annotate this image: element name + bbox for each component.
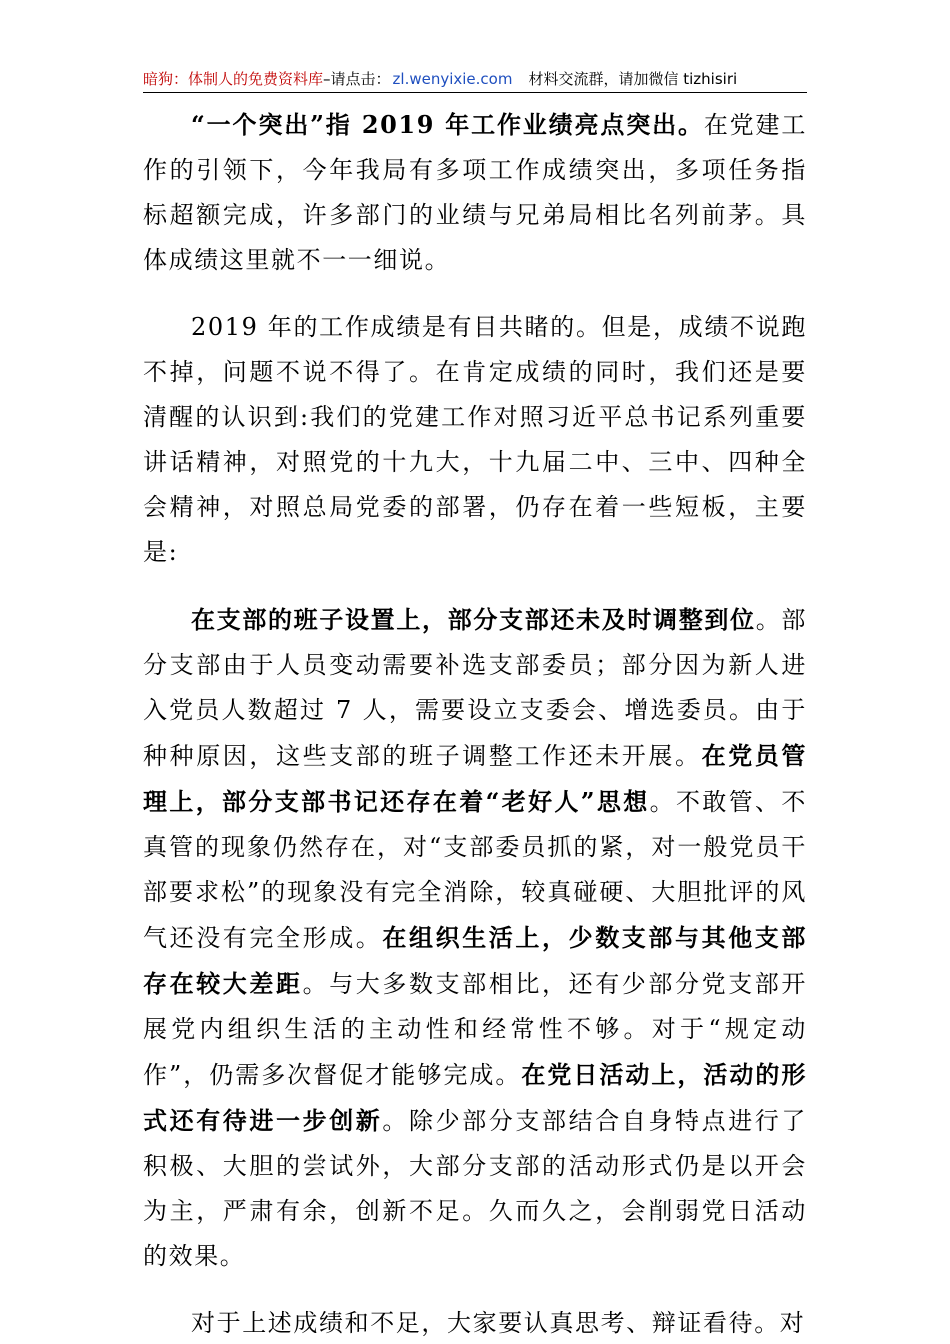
- paragraph-shortcomings-intro: 2019 年的工作成绩是有目共睹的。但是，成绩不说跑不掉，问题不说不得了。在肯定成绩的同时，我们还是要清醒的认识到:我们的党建工作对照习近平总书记系列重要讲话精神，对照党的十九大，十九届二中、三中、四种全会精神，对照总局党委的部署，仍存在着一些短板，主要是:: [143, 313, 807, 566]
- shortcoming-3-title: 在组织生活上，少数支部与其他支部存在较大差距: [143, 923, 807, 998]
- shortcoming-3-text: 。与大多数支部相比，还有少部分党支部开展党内组织生活的主动性和经常性不够。对于“规定动作”，仍需多次督促才能够完成。: [143, 970, 807, 1089]
- header-brand: 暗狗：体制人的免费资料库: [143, 70, 324, 88]
- shortcoming-1-title: 在支部的班子设置上，部分支部还未及时调整到位: [191, 605, 756, 634]
- document-body: [143, 102, 807, 1344]
- paragraph-shortcomings-list: [143, 597, 807, 1279]
- shortcoming-2-text: 。不敢管、不真管的现象仍然存在，对“支部委员抓的紧，对一般党员干部要求松”的现象没有完全消除，较真碰硬、大胆批评的风气还没有完全形成。: [143, 788, 807, 952]
- shortcoming-2-title: 在党员管理上，部分支部书记还存在着“老好人”思想: [143, 741, 807, 816]
- header-group-note: 材料交流群，请加微信 tizhisiri: [528, 70, 738, 88]
- header-link[interactable]: zl.wenyixie.com: [392, 70, 513, 88]
- header-click-prompt: –请点击：: [323, 70, 391, 88]
- shortcoming-1-text: 。部分支部由于人员变动需要补选支部委员；部分因为新人进入党员人数超过 7 人，需要设立支委会、增选委员。由于种种原因，这些支部的班子调整工作还未开展。: [143, 606, 808, 770]
- shortcoming-4-text: 。除少部分支部结合自身特点进行了积极、大胆的尝试外，大部分支部的活动形式仍是以开会为主，严肃有余，创新不足。久而久之，会削弱党日活动的效果。: [143, 1107, 807, 1270]
- paragraph-lead-bold: “一个突出”指 2019 年工作业绩亮点突出。: [191, 110, 704, 139]
- paragraph-closing: 对于上述成绩和不足，大家要认真思考、辩证看待。对: [191, 1309, 806, 1337]
- page-header: [143, 66, 807, 93]
- shortcoming-4-title: 在党日活动上，活动的形式还有待进一步创新: [143, 1060, 807, 1135]
- paragraph-text: 在党建工作的引领下，今年我局有多项工作成绩突出，多项任务指标超额完成，许多部门的业绩与兄弟局相比名列前茅。具体成绩这里就不一一细说。: [143, 111, 808, 274]
- paragraph-highlight: [143, 102, 807, 283]
